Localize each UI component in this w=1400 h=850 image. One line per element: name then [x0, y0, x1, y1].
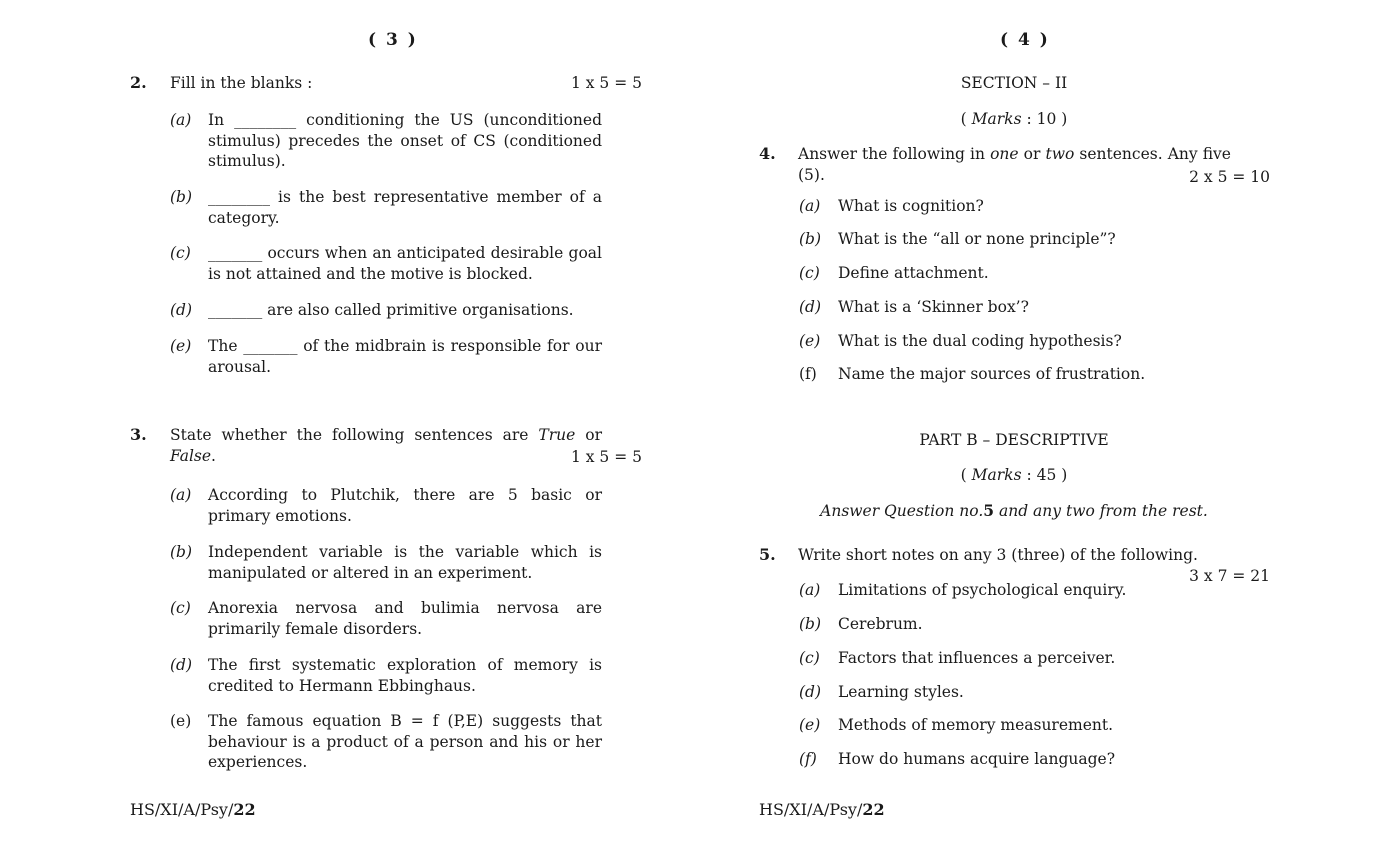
part-instruction: Answer Question no.5 and any two from the rest. [820, 501, 1208, 520]
item-label: (b) [799, 615, 822, 633]
part-title: PART B – DESCRIPTIVE [919, 431, 1109, 449]
item-label: (d) [170, 656, 193, 674]
part-marks: ( Marks : 45 ) [960, 466, 1068, 484]
item-text: Learning styles. [838, 683, 964, 701]
item-label: (e) [799, 332, 821, 350]
item-text: Limitations of psychological enquiry. [838, 581, 1127, 599]
item-text: The first systematic exploration of memory is credited to Hermann Ebbinghaus. [208, 656, 602, 695]
item-label: (b) [170, 188, 193, 206]
item-text: How do humans acquire language? [838, 750, 1116, 768]
question-marks: 1 x 5 = 5 [570, 74, 642, 92]
item-label: (d) [799, 298, 822, 316]
question-number: 5. [759, 545, 776, 564]
question-number: 3. [130, 425, 147, 444]
question-number: 2. [130, 73, 147, 92]
item-label: (e) [170, 337, 192, 355]
item-text: Name the major sources of frustration. [838, 365, 1146, 383]
item-label: (e) [799, 716, 821, 734]
item-text: Cerebrum. [838, 615, 923, 633]
item-text: _______ occurs when an anticipated desirable goal is not attained and the motive is blocked. [208, 244, 602, 283]
item-text: What is the “all or none principle”? [838, 230, 1116, 248]
footer-code-left: HS/XI/A/Psy/22 [130, 800, 256, 819]
item-label: (c) [170, 599, 191, 617]
question-number: 4. [759, 144, 776, 163]
item-label: (c) [170, 244, 191, 262]
item-label: (a) [799, 197, 821, 215]
item-text: What is the dual coding hypothesis? [838, 332, 1122, 350]
item-label: (d) [170, 301, 193, 319]
page-number-left: ( 3 ) [368, 30, 418, 50]
item-text: What is a ‘Skinner box’? [838, 298, 1029, 316]
question-marks: 2 x 5 = 10 [1189, 168, 1270, 186]
question-marks: 3 x 7 = 21 [1189, 567, 1270, 585]
item-label: (e) [170, 712, 192, 730]
item-label: (a) [170, 111, 192, 129]
item-text: The _______ of the midbrain is responsible for our arousal. [208, 337, 602, 376]
item-label: (c) [799, 264, 820, 282]
item-text: What is cognition? [838, 197, 984, 215]
item-text: According to Plutchik, there are 5 basic or primary emotions. [208, 486, 602, 525]
item-text: Anorexia nervosa and bulimia nervosa are primarily female disorders. [208, 599, 602, 638]
item-label: (f) [799, 365, 817, 383]
question-prompt: State whether the following sentences are True or False. [170, 426, 602, 465]
item-text: Factors that influences a perceiver. [838, 649, 1116, 667]
item-label: (b) [799, 230, 822, 248]
item-label: (a) [170, 486, 192, 504]
page-number-right: ( 4 ) [1000, 30, 1050, 50]
item-text: Define attachment. [838, 264, 989, 282]
question-prompt: Answer the following in one or two sentences. Any five (5). [798, 145, 1231, 184]
item-label: (d) [799, 683, 822, 701]
question-prompt: Fill in the blanks : [170, 74, 313, 92]
item-text: The famous equation B = f (P,E) suggests that behaviour is a product of a person and his or her experiences. [208, 712, 602, 771]
item-label: (b) [170, 543, 193, 561]
item-label: (c) [799, 649, 820, 667]
item-label: (f) [799, 750, 817, 768]
question-marks: 1 x 5 = 5 [570, 448, 642, 466]
item-text: In ________ conditioning the US (unconditioned stimulus) precedes the onset of CS (conditioned stimulus). [208, 111, 602, 170]
item-label: (a) [799, 581, 821, 599]
question-prompt: Write short notes on any 3 (three) of the following. [798, 546, 1198, 564]
item-text: _______ are also called primitive organisations. [208, 301, 574, 319]
section-marks: ( Marks : 10 ) [960, 110, 1068, 128]
section-title: SECTION – II [960, 74, 1068, 92]
item-text: Methods of memory measurement. [838, 716, 1114, 734]
item-text: ________ is the best representative member of a category. [208, 188, 602, 227]
footer-code-right: HS/XI/A/Psy/22 [759, 800, 885, 819]
item-text: Independent variable is the variable which is manipulated or altered in an experiment. [208, 543, 602, 582]
